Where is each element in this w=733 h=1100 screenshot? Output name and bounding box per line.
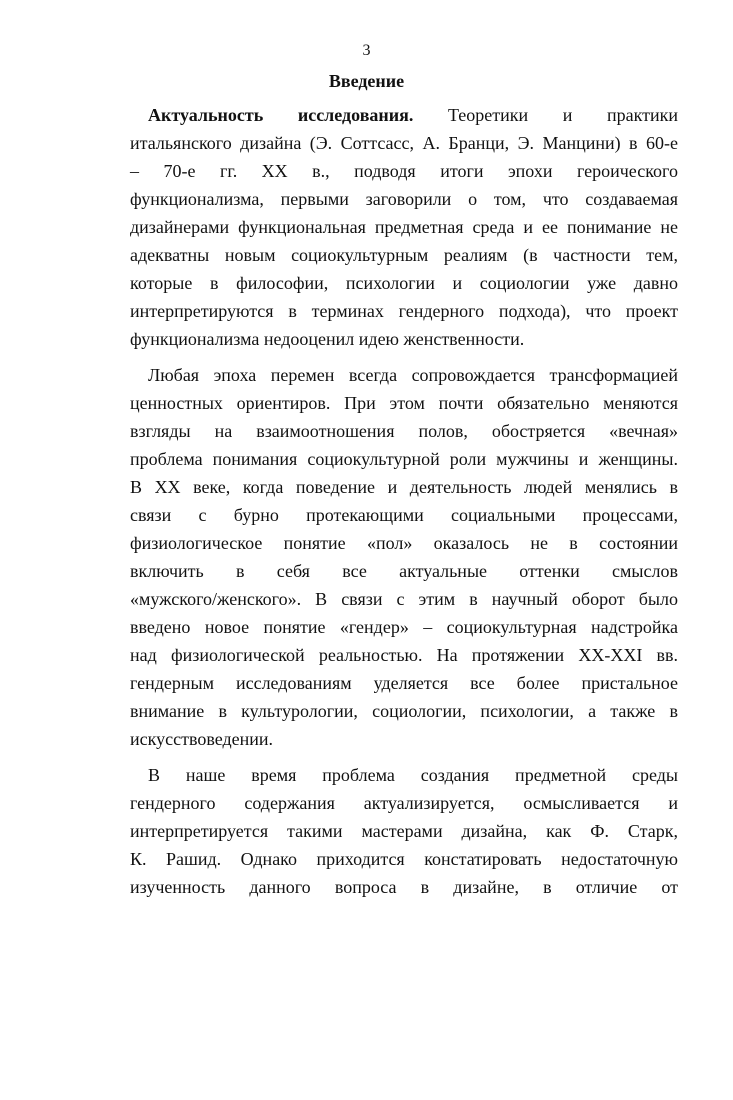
text-line: гендерным исследованиям уделяется все более пристальное [130,673,678,693]
text-line: внимание в культурологии, социологии, психологии, а также в [130,701,678,721]
text-line: функционализма, первыми заговорили о том, что создаваемая [130,189,678,209]
text-line: связи с бурно протекающими социальными процессами, [130,505,678,525]
text-line: адекватны новым социокультурным реалиям (в частности тем, [130,245,678,265]
paragraph-gap [130,353,678,361]
text-line: физиологическое понятие «пол» оказалось не в состоянии [130,533,678,553]
text-line: интерпретируется такими мастерами дизайна, как Ф. Старк, [130,821,678,841]
text-line: интерпретируются в терминах гендерного подхода), что проект [130,301,678,321]
text-line: гендерного содержания актуализируется, осмысливается и [130,793,678,813]
text-line: изученность данного вопроса в дизайне, в отличие от [130,877,678,897]
body-text [130,101,678,901]
text-line: которые в философии, психологии и социологии уже давно [130,273,678,293]
text-line: введено новое понятие «гендер» – социокультурная надстройка [130,617,678,637]
text-line: включить в себя все актуальные оттенки смыслов [130,561,678,581]
text-line: «мужского/женского». В связи с этим в научный оборот было [130,589,678,609]
text-line: взгляды на взаимоотношения полов, обостряется «вечная» [130,421,678,441]
paragraph-3 [130,761,678,901]
text-line: В наше время проблема создания предметной среды [148,765,678,785]
text-line: итальянского дизайна (Э. Соттсасс, А. Бранци, Э. Манцини) в 60-е [130,133,678,153]
text-line: проблема понимания социокультурной роли мужчины и женщины. [130,449,678,469]
paragraph-gap [130,753,678,761]
text-line: – 70-е гг. XX в., подводя итоги эпохи героического [130,161,678,181]
paragraph-2 [130,361,678,753]
text-line: ценностных ориентиров. При этом почти обязательно меняются [130,393,678,413]
text-line: К. Рашид. Однако приходится констатировать недостаточную [130,849,678,869]
text-line: функционализма недооценил идею женственности. [130,329,525,349]
text-line: В XX веке, когда поведение и деятельность людей менялись в [130,477,678,497]
text-line: Любая эпоха перемен всегда сопровождается трансформацией [148,365,678,385]
text-line: дизайнерами функциональная предметная среда и ее понимание не [130,217,678,237]
text-line: Актуальность исследования. Теоретики и практики [148,105,678,125]
text-line: над физиологической реальностью. На протяжении XX-XXI вв. [130,645,678,665]
section-heading: Введение [328,71,405,91]
text-line: искусствоведении. [130,729,274,749]
page-number: 3 [362,42,371,59]
lead-bold-phrase: Актуальность исследования. [148,105,414,125]
paragraph-1 [130,101,678,353]
